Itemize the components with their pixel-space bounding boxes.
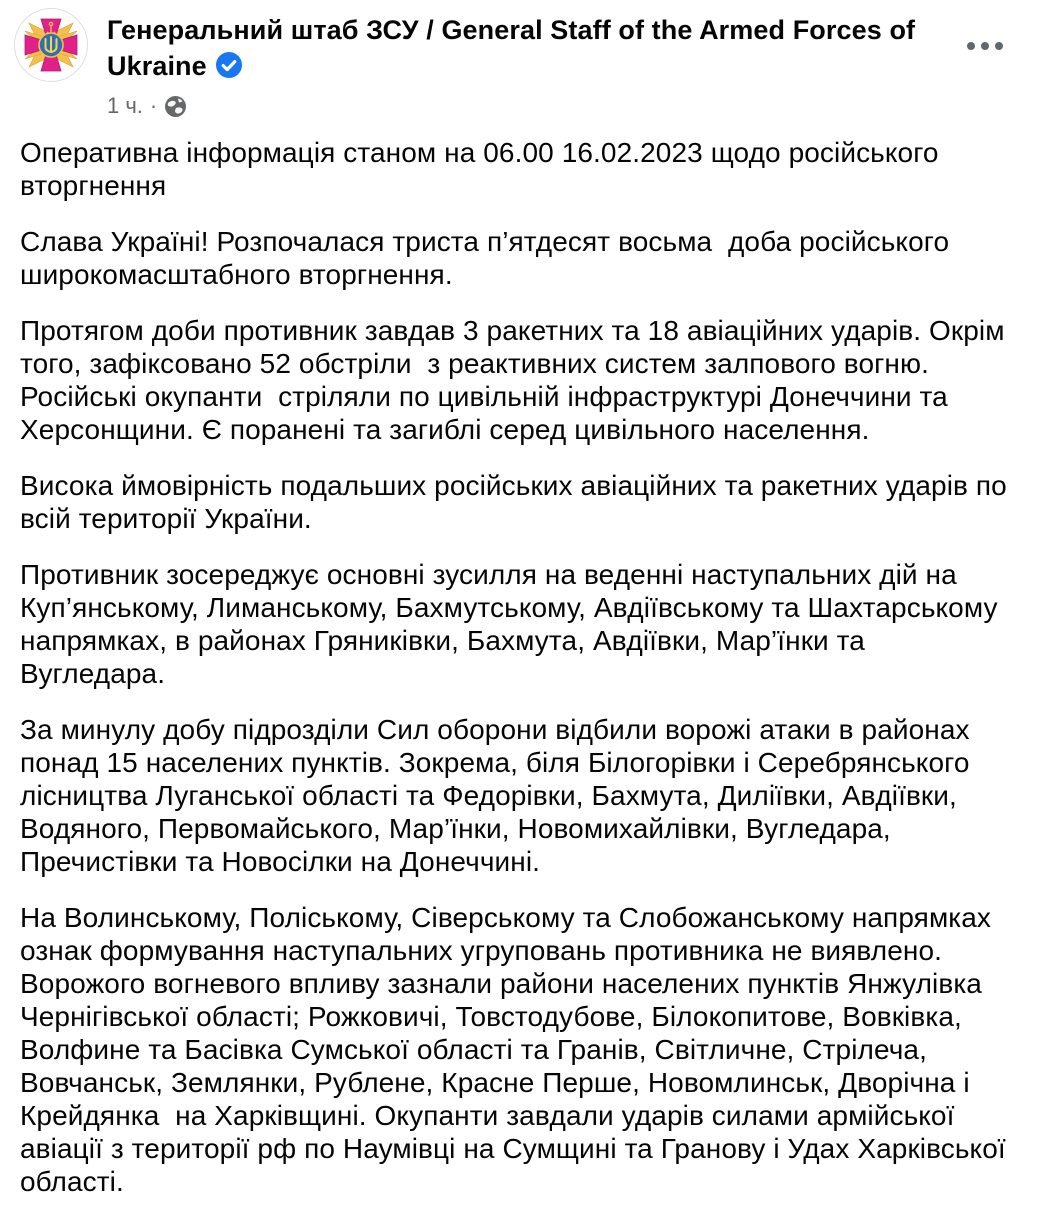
verified-badge-icon bbox=[216, 52, 242, 78]
post-meta bbox=[107, 93, 1021, 119]
page-name-row bbox=[107, 12, 987, 84]
page-avatar[interactable] bbox=[14, 8, 88, 82]
post-paragraph: На Волинському, Поліському, Сіверському та Слобожанському напрямках ознак формування наступальних угруповань противника не виявлено. Ворожого вогневого впливу зазнали райони населених пунктів Янжулівка Чернігівської області; Рожковичі, Товстодубове, Білокопитове, Вовківка, Волфине та Басівка Сумської області та Гранів, Світличне, Стрілеча, Вовчанськ, Землянки, Рублене, Красне Перше, Новомлинськ, Дворічна і Крейдянка на Харківщині. Окупанти завдали ударів силами армійської авіації з території рф по Наумівці на Сумщині та Гранову і Удах Харківської області. bbox=[20, 902, 1014, 1197]
more-options-button[interactable] bbox=[959, 28, 1011, 64]
header-info bbox=[107, 8, 1021, 119]
post-paragraph: Слава Україні! Розпочалася триста п’ятдесят восьма доба російського широкомасштабного вторгнення. bbox=[20, 226, 958, 290]
page-name-link[interactable]: Генеральний штаб ЗСУ / General Staff of the Armed Forces of Ukraine bbox=[107, 15, 916, 81]
post-paragraph: Противник зосереджує основні зусилля на веденні наступальних дій на Куп’янському, Лиманському, Бахмутському, Авдіївському та Шахтарському напрямках, в районах Гряниківки, Бахмута, Авдіївки, Мар’їнки та Вугледара. bbox=[20, 559, 1006, 689]
post-text bbox=[0, 119, 1037, 1208]
three-dots-icon bbox=[981, 42, 989, 50]
post-paragraph: За минулу добу підрозділи Сил оборони відбили ворожі атаки в районах понад 15 населених пунктів. Зокрема, біля Білогорівки і Серебрянського лісництва Луганської області та Федорівки, Бахмута, Диліївки, Авдіївки, Водяного, Первомайського, Мар’їнки, Новомихайлівки, Вугледара, Пречистівки та Новосілки на Донеччині. bbox=[20, 714, 986, 877]
post-paragraph: Висока ймовірність подальших російських авіаційних та ракетних ударів по всій території України. bbox=[20, 470, 1015, 534]
general-staff-emblem-icon bbox=[14, 8, 88, 82]
meta-separator: · bbox=[149, 93, 158, 118]
post-paragraph: Оперативна інформація станом на 06.00 16.02.2023 щодо російського вторгнення bbox=[20, 137, 947, 201]
timestamp-link[interactable]: 1 ч. bbox=[107, 93, 143, 118]
post-paragraph: Протягом доби противник завдав 3 ракетних та 18 авіаційних ударів. Окрім того, зафіксовано 52 обстріли з реактивних систем залпового вогню. Російські окупанти стріляли по цивільній інфраструктурі Донеччини та Херсонщини. Є поранені та загиблі серед цивільного населення. bbox=[20, 315, 1013, 445]
three-dots-icon bbox=[995, 42, 1003, 50]
public-globe-icon bbox=[164, 95, 187, 118]
post-header bbox=[0, 0, 1037, 119]
three-dots-icon bbox=[967, 42, 975, 50]
